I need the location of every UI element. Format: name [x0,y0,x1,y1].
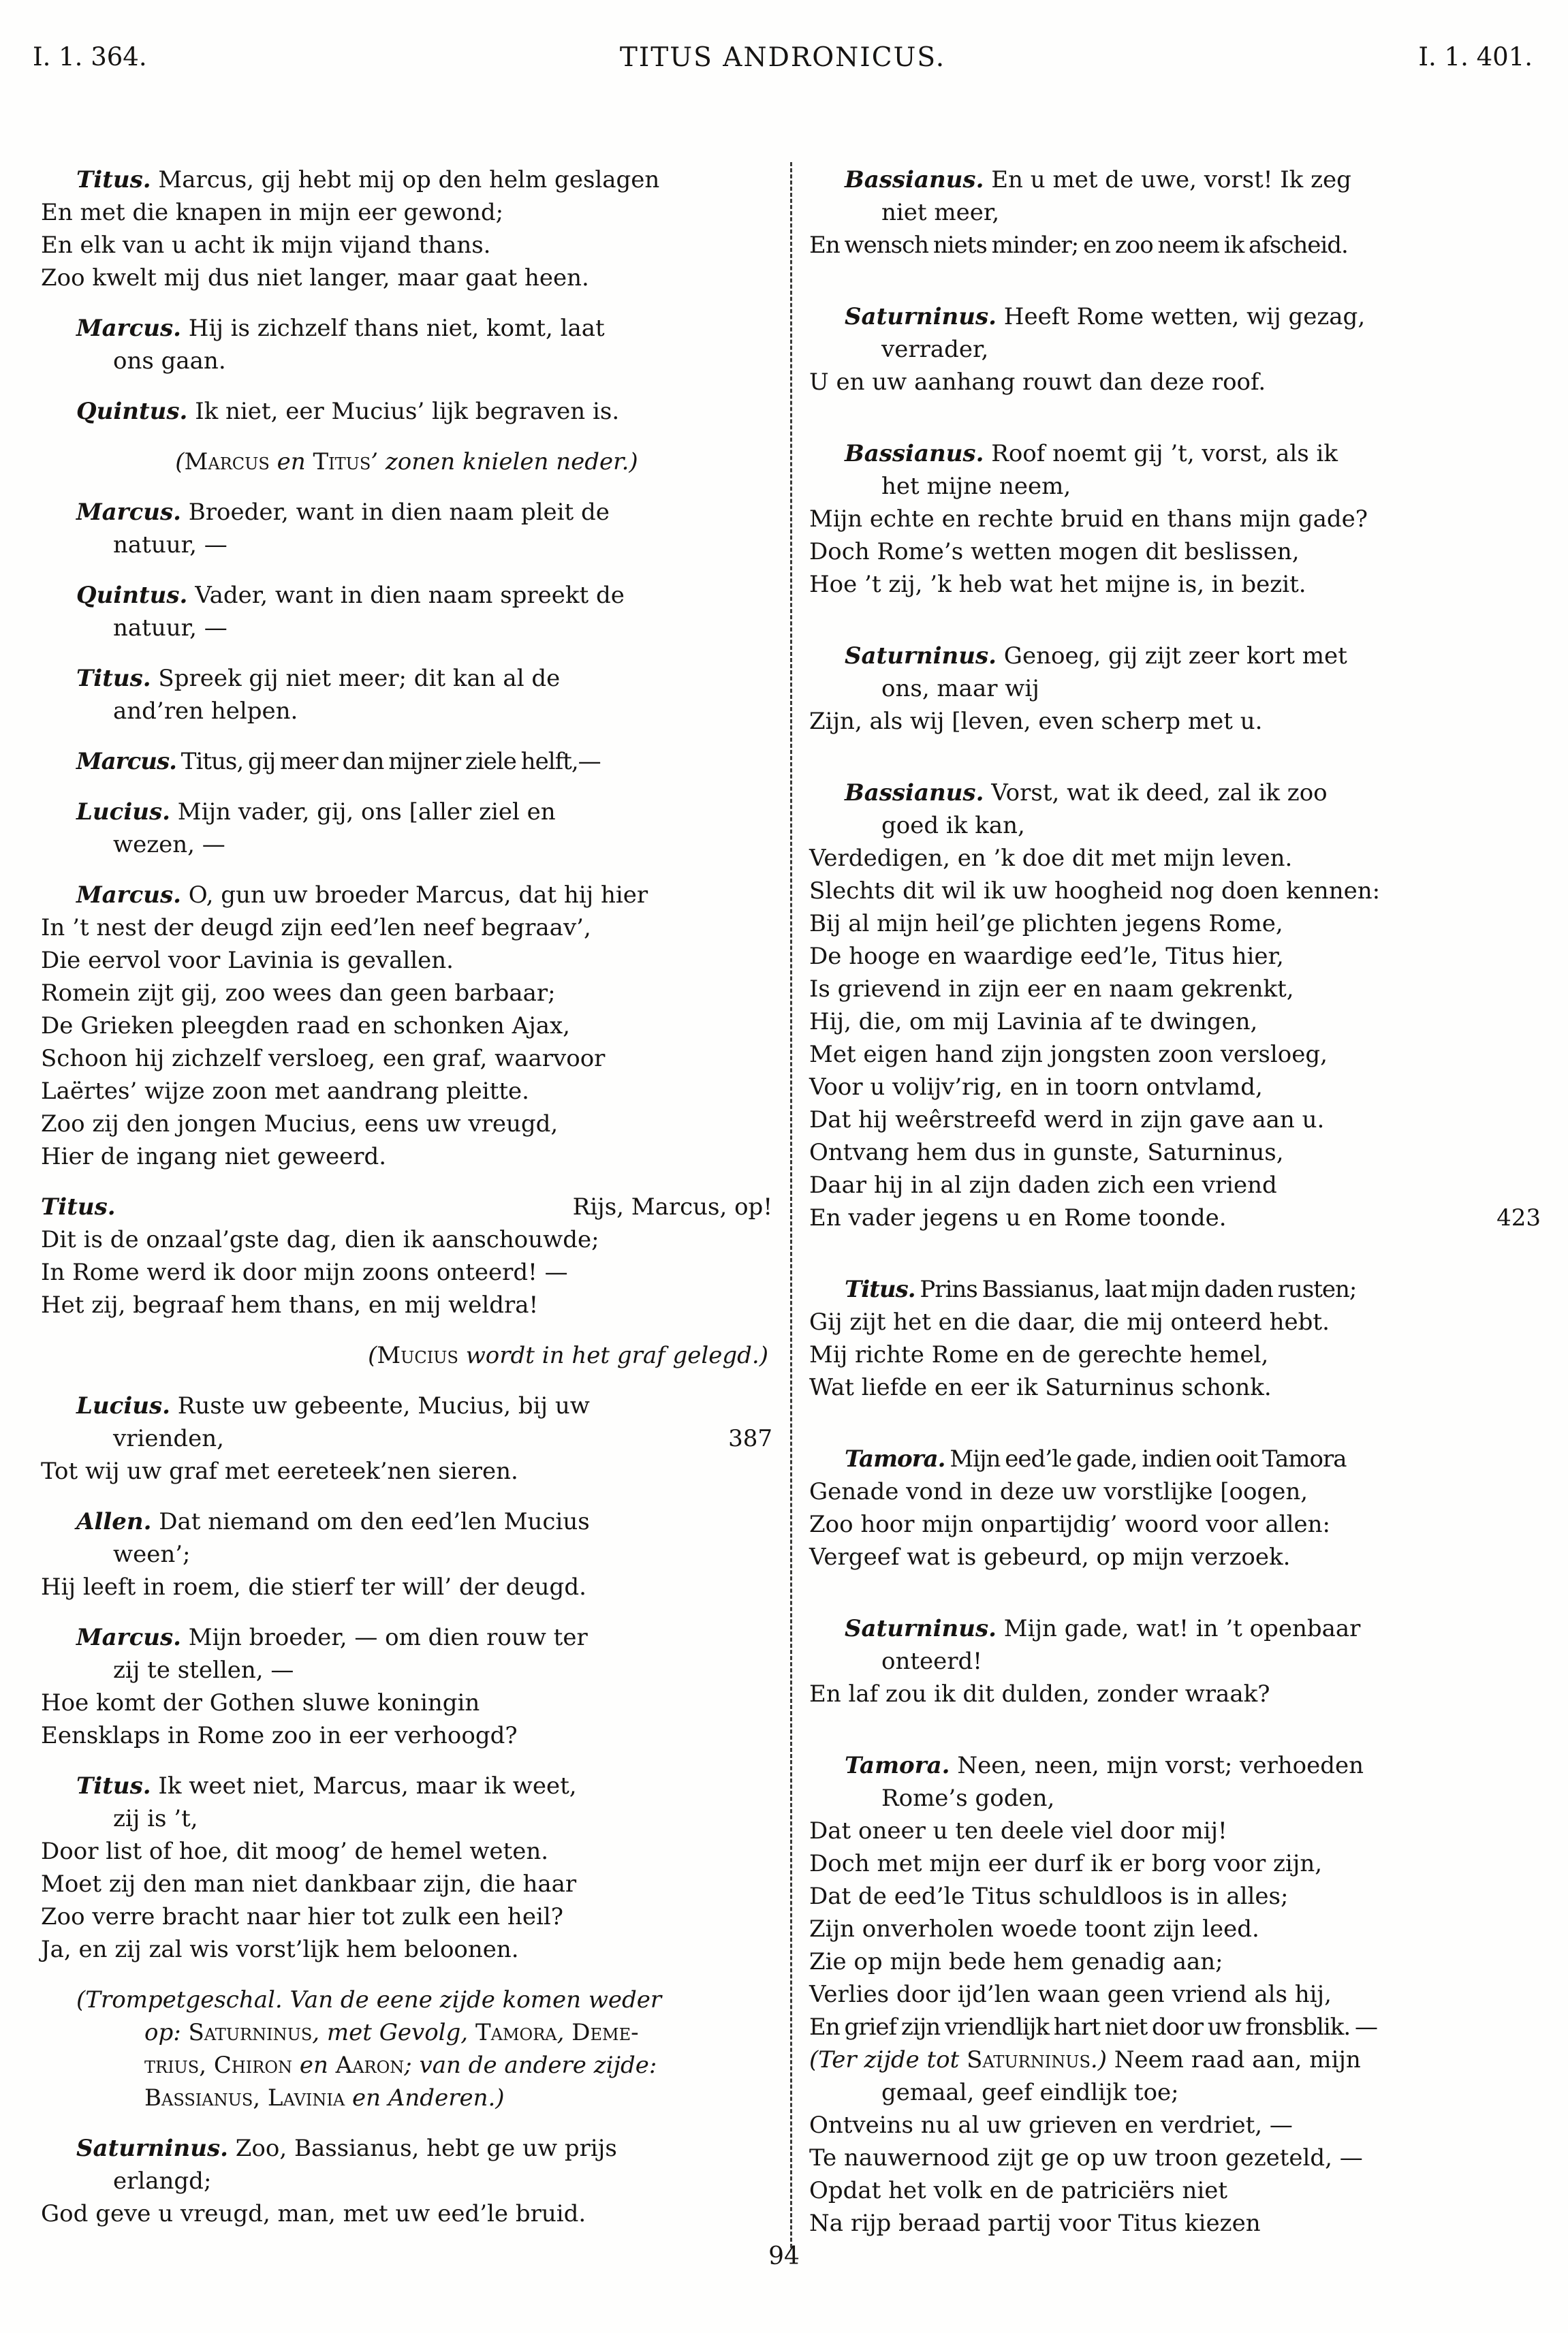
verse-line [41,1289,772,1321]
verse-line [809,1071,1541,1103]
text-segment: De hooge en waardige eed’le, Titus hier, [809,943,1284,970]
speech-line [41,395,772,428]
speaker-name: Quintus. [76,398,188,425]
verse-line [809,1169,1541,1202]
character-name: trius, Chiron [144,2052,293,2079]
verse-line [809,1508,1541,1541]
speech-line [41,579,772,612]
speaker-name: Titus. [41,1193,116,1221]
text-segment: Mijn eed’le gade, indien ooit Tamora [945,1445,1347,1473]
verse-line [809,2109,1541,2142]
verse-line [41,1933,772,1966]
text-segment: wordt in het graf gelegd.) [458,1342,768,1369]
verse-line [41,1802,772,1835]
character-name: Aaron [335,2052,405,2079]
verse-line [41,1900,772,1933]
verse-line [809,470,1541,503]
text-segment: Ruste uw gebeente, Mucius, bij uw [170,1392,590,1420]
verse-line [809,842,1541,875]
text-segment: Romein zijt gij, zoo wees dan geen barbaar; [41,980,556,1007]
text-segment: , met Gevolg, [312,2019,475,2046]
text-segment: Titus, gij meer dan mijner ziele helft,— [176,748,601,775]
text-segment: ; van de andere zijde: [404,2052,657,2079]
verse-line [809,1103,1541,1136]
verse-line [809,1338,1541,1371]
speaker-name: Bassianus. [845,166,984,193]
verse-line [809,1880,1541,1913]
verse-line [41,828,772,861]
text-column-right [809,163,1541,2240]
speaker-name: Lucius. [76,1392,170,1420]
speaker-name: Tamora. [845,1445,945,1473]
verse-line [809,1782,1541,1815]
text-segment: Door list of hoe, dit moog’ de hemel weten. [41,1838,549,1865]
stage-direction-line [41,1339,772,1372]
character-name: Saturninus [967,2046,1091,2073]
text-segment: verrader, [881,336,989,363]
text-segment: Het zij, begraaf hem thans, en mij weldra! [41,1291,539,1319]
text-segment: Zijn, als wij [leven, even scherp met u. [809,708,1263,735]
speech-line [41,1505,772,1538]
text-segment: Die eervol voor Lavinia is gevallen. [41,947,454,974]
verse-line [41,196,772,229]
text-segment: Roof noemt gij ’t, vorst, als ik [984,440,1338,467]
verse-line [809,1847,1541,1880]
speaker-name: Titus. [76,665,151,692]
text-segment: Ik weet niet, Marcus, maar ik weet, [151,1772,577,1800]
text-segment: Bij al mijn heil’ge plichten jegens Rome, [809,910,1283,937]
verse-line [809,705,1541,738]
text-segment: In Rome werd ik door mijn zoons onteerd! — [41,1259,568,1286]
text-segment: Eensklaps in Rome zoo in eer verhoogd? [41,1722,518,1749]
verse-line [809,2174,1541,2207]
text-segment: Verlies door ijd’len waan geen vriend als hij, [809,1981,1332,2008]
text-segment: en Anderen.) [345,2084,505,2112]
text-segment: U en uw aanhang rouwt dan deze roof. [809,369,1266,396]
speech-line [809,1749,1541,1782]
page-header [33,42,1533,78]
character-name: Deme- [571,2019,639,2046]
verse-line [809,1945,1541,1978]
text-segment: En laf zou ik dit dulden, zonder wraak? [809,1680,1270,1708]
verse-line [41,1719,772,1752]
character-name: Mucius [377,1342,458,1369]
verse-line [41,1835,772,1868]
speaker-name: Titus. [76,1772,151,1800]
verse-line [41,1654,772,1687]
text-segment: ween’; [113,1541,191,1568]
verse-line [41,1687,772,1719]
verse-line [809,1678,1541,1710]
verse-line [809,2142,1541,2174]
verse-line [809,940,1541,973]
verse-line [809,503,1541,535]
verse-line-number: 387 [728,1425,772,1452]
text-segment: Zijn onverholen woede toont zijn leed. [809,1915,1259,1943]
text-segment: vrienden, [113,1425,224,1452]
text-segment: Vader, want in dien naam spreekt de [187,582,625,609]
text-segment: niet meer, [881,199,1000,226]
speech-line [809,1273,1541,1306]
verse-line [809,1005,1541,1038]
speech-line [809,1443,1541,1475]
verse-line [41,262,772,294]
text-segment: Hij leeft in roem, die stierf ter will’ der deugd. [41,1573,586,1601]
verse-line [809,535,1541,568]
speaker-name: Marcus. [76,499,181,526]
speech-line [809,163,1541,196]
verse-line [809,1371,1541,1404]
character-name: Saturninus [188,2019,313,2046]
verse-line [809,229,1541,262]
text-segment: Zoo kwelt mij dus niet langer, maar gaat heen. [41,264,589,292]
speaker-name: Tamora. [845,1752,950,1779]
verse-line [809,366,1541,398]
verse-line [41,1571,772,1603]
text-segment: Tot wij uw graf met eereteek’nen sieren. [41,1458,518,1485]
verse-line [809,1541,1541,1573]
text-segment: Ontveins nu al uw grieven en verdriet, — [809,2112,1293,2139]
verse-line [41,2197,772,2230]
text-segment: Wat liefde en eer ik Saturninus schonk. [809,1374,1272,1401]
text-segment: Dat niemand om den eed’len Mucius [151,1508,590,1535]
text-segment: En wensch niets minder; en zoo neem ik afscheid. [809,232,1348,259]
verse-line [809,1136,1541,1169]
text-segment: Hij is zichzelf thans niet, komt, laat [181,315,605,342]
verse-line [809,809,1541,842]
text-segment: Neem raad aan, mijn [1106,2046,1361,2073]
text-segment: Hier de ingang niet geweerd. [41,1143,387,1170]
verse-line [41,1223,772,1256]
speech-line [809,640,1541,672]
verse-line [41,229,772,262]
verse-line [41,944,772,977]
speaker-name: Bassianus. [845,779,984,807]
text-segment: ons, maar wij [881,675,1039,702]
speech-line [41,2132,772,2165]
verse-line [41,695,772,727]
text-segment: En elk van u acht ik mijn vijand thans. [41,232,491,259]
text-segment: Spreek gij niet meer; dit kan al de [151,665,561,692]
verse-line [41,1108,772,1140]
page-number: 94 [768,2242,800,2270]
speech-line [41,745,772,778]
speaker-name: Saturninus. [845,303,997,330]
text-segment: Is grievend in zijn eer en naam gekrenkt, [809,975,1294,1003]
verse-line [809,1978,1541,2011]
text-segment: Genade vond in deze uw vorstlijke [oogen, [809,1478,1308,1505]
text-segment: Mijn broeder, — om dien rouw ter [181,1624,588,1651]
verse-line [41,1538,772,1571]
verse-line [809,1306,1541,1338]
text-segment: Opdat het volk en de patriciërs niet [809,2177,1228,2204]
text-segment: Zoo zij den jongen Mucius, eens uw vreugd, [41,1110,559,1138]
text-segment: Broeder, want in dien naam pleit de [181,499,610,526]
text-segment: De Grieken pleegden raad en schonken Ajax, [41,1012,570,1039]
text-segment: En vader jegens u en Rome toonde. [809,1204,1227,1232]
stage-direction-line [41,2049,772,2082]
verse-line [809,2044,1541,2076]
text-segment: Schoon hij zichzelf versloeg, een graf, waarvoor [41,1045,606,1072]
text-segment: Voor u volijv’rig, en in toorn ontvlamd, [809,1074,1263,1101]
verse-line [809,1202,1541,1234]
text-segment: gemaal, geef eindlijk toe; [881,2079,1179,2106]
verse-line [41,1009,772,1042]
verse-line [809,333,1541,366]
speech-line [41,879,772,911]
text-segment: Mij richte Rome en de gerechte hemel, [809,1341,1269,1368]
text-segment: Na rijp beraad partij voor Titus kiezen [809,2210,1261,2237]
speaker-name: Saturninus. [76,2135,228,2162]
stage-direction-line [41,445,772,478]
speech-line [41,496,772,529]
text-segment: onteerd! [881,1648,982,1675]
speech-line [41,1191,772,1223]
speech-line [809,300,1541,333]
verse-line [809,2207,1541,2240]
speaker-name: Marcus. [76,881,181,909]
text-segment: O, gun uw broeder Marcus, dat hij hier [181,881,648,909]
speaker-name: Bassianus. [845,440,984,467]
text-segment: In ’t nest der deugd zijn eed’len neef begraav’, [41,914,591,941]
text-segment: Mijn gade, wat! in ’t openbaar [996,1615,1361,1642]
text-segment: erlangd; [113,2167,212,2195]
character-name: Bassianus, Lavinia [144,2084,345,2112]
text-segment: ( [175,448,185,475]
text-segment: God geve u vreugd, man, met uw eed’le bruid. [41,2200,586,2227]
speech-line [41,796,772,828]
speaker-name: Titus. [76,166,151,193]
act-scene-reference-right: I. 1. 401. [1418,42,1533,72]
column-divider [790,162,792,2248]
text-segment: En u met de uwe, vorst! Ik zeg [984,166,1351,193]
verse-line [41,1868,772,1900]
text-segment: Zoo verre bracht naar hier tot zulk een heil? [41,1903,563,1930]
verse-line [809,1815,1541,1847]
verse-line [41,1042,772,1075]
verse-line-number: 423 [1496,1204,1541,1232]
text-column-left [41,163,772,2230]
text-segment: Met eigen hand zijn jongsten zoon versloeg, [809,1041,1328,1068]
text-segment: natuur, — [113,614,228,642]
verse-line [41,977,772,1009]
text-segment: ( [809,2046,819,2073]
speaker-name: Marcus. [76,748,176,775]
text-segment: Daar hij in al zijn daden zich een vriend [809,1172,1277,1199]
text-segment: Doch met mijn eer durf ik er borg voor zijn, [809,1850,1323,1877]
verse-line [809,196,1541,229]
speaker-name: Marcus. [76,1624,181,1651]
text-segment: het mijne neem, [881,473,1071,500]
text-segment: en [292,2052,336,2079]
text-segment: Gij zijt het en die daar, die mij onteerd hebt. [809,1309,1330,1336]
speaker-name: Allen. [76,1508,152,1535]
text-segment: en [269,448,313,475]
text-segment: ( [368,1342,377,1369]
text-segment: Dat oneer u ten deele viel door mij! [809,1817,1227,1845]
text-segment: ons gaan. [113,347,226,375]
text-segment: zij te stellen, — [113,1657,294,1684]
speech-line [41,1770,772,1802]
character-name: Tamora [475,2019,557,2046]
speaker-name: Saturninus. [845,642,997,670]
text-segment: Dat hij weêrstreefd werd in zijn gave aan u. [809,1106,1325,1133]
character-name: Marcus [184,448,270,475]
stage-direction-line [41,1984,772,2016]
verse-line [809,2011,1541,2044]
text-segment: Slechts dit wil ik uw hoogheid nog doen kennen: [809,877,1381,905]
speech-line [41,662,772,695]
text-segment: Ja, en zij zal wis vorst’lijk hem beloonen. [41,1936,519,1963]
speech-line [41,1390,772,1422]
verse-line [41,1422,772,1455]
text-segment: Dit is de onzaal’gste dag, dien ik aanschouwde; [41,1226,599,1253]
act-scene-reference-left: I. 1. 364. [33,42,147,72]
text-segment: En met die knapen in mijn eer gewond; [41,199,504,226]
text-segment: Neen, neen, mijn vorst; verhoeden [950,1752,1364,1779]
text-segment: Zoo, Bassianus, hebt ge uw prijs [228,2135,617,2162]
text-segment: Heeft Rome wetten, wij gezag, [996,303,1366,330]
text-segment: Dat de eed’le Titus schuldloos is in alles; [809,1883,1289,1910]
text-segment: Laërtes’ wijze zoon met aandrang pleitte. [41,1078,529,1105]
verse-line [41,1140,772,1173]
verse-line [809,1475,1541,1508]
verse-line [809,907,1541,940]
speaker-name: Titus. [845,1276,915,1303]
verse-line [41,612,772,644]
verse-line [809,672,1541,705]
text-segment: Vergeef wat is gebeurd, op mijn verzoek. [809,1544,1291,1571]
play-title: TITUS ANDRONICUS. [619,42,946,73]
text-segment: zij is ’t, [113,1805,198,1832]
speaker-name: Quintus. [76,582,188,609]
verse-line [809,1038,1541,1071]
text-segment: and’ren helpen. [113,698,298,725]
stage-direction-line [41,2082,772,2114]
text-segment: (Trompetgeschal. Van de eene zijde komen weder [76,1986,662,2014]
text-segment: Zie op mijn bede hem genadig aan; [809,1948,1223,1975]
verse-line [809,973,1541,1005]
text-segment: Mijn vader, gij, ons [aller ziel en [170,798,556,826]
text-segment: .) [1090,2046,1107,2073]
stage-direction-line [41,2016,772,2049]
speech-line [809,777,1541,809]
text-segment: Ik niet, eer Mucius’ lijk begraven is. [187,398,620,425]
text-segment: , [556,2019,572,2046]
text-segment: Rome’s goden, [881,1785,1055,1812]
speech-line [809,437,1541,470]
speech-line [41,163,772,196]
text-segment: Ontvang hem dus in gunste, Saturninus, [809,1139,1284,1166]
text-segment: Verdedigen, en ’k doe dit met mijn leven. [809,845,1293,872]
text-segment: Ter zijde tot [818,2046,967,2073]
text-segment: Genoeg, gij zijt zeer kort met [996,642,1347,670]
text-segment: natuur, — [113,531,228,559]
text-segment: Prins Bassianus, laat mijn daden rusten; [915,1276,1357,1303]
text-segment: Zoo hoor mijn onpartijdig’ woord voor allen: [809,1511,1330,1538]
speaker-name: Lucius. [76,798,170,826]
text-segment: op: [144,2019,189,2046]
speaker-name: Marcus. [76,315,181,342]
text-segment: Mijn echte en rechte bruid en thans mijn gade? [809,505,1368,533]
speech-line [809,1612,1541,1645]
speech-line [41,312,772,345]
verse-line [41,2165,772,2197]
text-segment: Hoe komt der Gothen sluwe koningin [41,1689,480,1717]
verse-line [809,875,1541,907]
verse-line [809,1645,1541,1678]
text-segment: Doch Rome’s wetten mogen dit beslissen, [809,538,1300,565]
verse-line [41,911,772,944]
text-segment: En grief zijn vriendlijk hart niet door uw fronsblik. — [809,2014,1377,2041]
speaker-name: Saturninus. [845,1615,997,1642]
text-segment: Hoe ’t zij, ’k heb wat het mijne is, in bezit. [809,571,1306,598]
verse-line [809,2076,1541,2109]
text-segment: Vorst, wat ik deed, zal ik zoo [984,779,1328,807]
text-segment: Hij, die, om mij Lavinia af te dwingen, [809,1008,1258,1035]
text-segment: Te nauwernood zijt ge op uw troon gezeteld, — [809,2144,1363,2172]
verse-line [41,529,772,561]
text-segment: ’ zonen knielen neder.) [371,448,638,475]
verse-line [41,1075,772,1108]
character-name: Titus [313,448,371,475]
text-segment: Marcus, gij hebt mij op den helm geslagen [151,166,660,193]
text-segment: wezen, — [113,831,225,858]
speech-line [41,1621,772,1654]
text-segment: goed ik kan, [881,812,1025,839]
verse-line [41,345,772,377]
verse-line [41,1256,772,1289]
right-aligned-verse: Rijs, Marcus, op! [572,1193,772,1221]
text-segment: Moet zij den man niet dankbaar zijn, die haar [41,1870,577,1898]
verse-line [809,568,1541,601]
verse-line [809,1913,1541,1945]
verse-line [41,1455,772,1488]
